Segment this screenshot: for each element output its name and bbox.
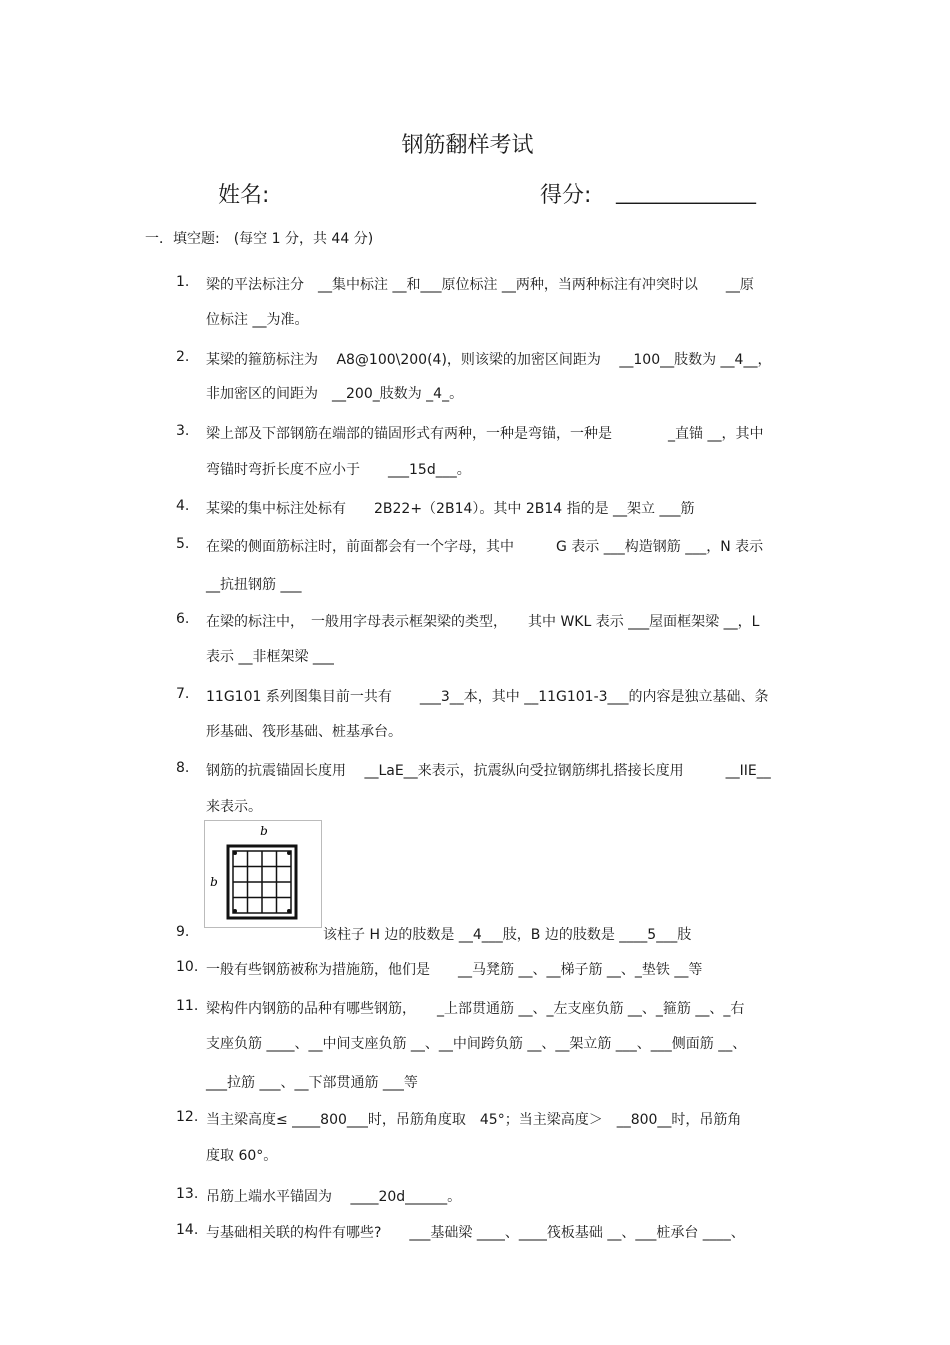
question-line: 在梁的标注中， 一般用字母表示框架梁的类型， 其中 WKL 表示 ___屋面框架梁 __，L — [206, 614, 760, 630]
question-line: 钢筋的抗震锚固长度用 __LaE__来表示，抗震纵向受拉钢筋绑扎搭接长度用 __IIE__ — [206, 763, 771, 779]
question-line: 度取 60°。 — [206, 1148, 278, 1164]
exam-title: 钢筋翻样考试 — [401, 133, 534, 158]
question-line: 位标注 __为准。 — [206, 312, 309, 328]
column-section-figure — [204, 820, 322, 928]
question-line: ___拉筋 ___、__下部贯通筋 ___等 — [206, 1075, 418, 1091]
question-number: 1. — [176, 274, 190, 290]
question-line: 支座负筋 ____、__中间支座负筋 __、__中间跨负筋 __、__架立筋 ___、___侧面筋 __、 — [206, 1036, 747, 1052]
question-line: 弯锚时弯折长度不应小于 ___15d___。 — [206, 462, 471, 478]
question-line: 一般有些钢筋被称为措施筋，他们是 __马凳筋 __、__梯子筋 __、_垫铁 __等 — [206, 962, 703, 978]
question-line: 某梁的集中标注处标有 2B22+（2B14）。其中 2B14 指的是 __架立 ___筋 — [206, 501, 695, 517]
question-line: __抗扭钢筋 ___ — [206, 577, 302, 593]
score-label: 得分: — [540, 183, 592, 208]
score-blank: ______________ — [616, 180, 756, 204]
question-line: 形基础、筏形基础、桩基承台。 — [206, 724, 402, 740]
question-number: 11. — [176, 998, 199, 1014]
question-number: 14. — [176, 1222, 199, 1238]
question-line: 该柱子 H 边的肢数是 __4___肢，B 边的肢数是 ____5___肢 — [323, 927, 692, 943]
question-line: 当主梁高度≤ ____800___时，吊筋角度取 45°；当主梁高度＞ __800__时，吊筋角 — [206, 1112, 742, 1128]
section-heading: 一．填空题: (每空 1 分，共 44 分) — [145, 231, 374, 247]
question-line: 吊筋上端水平锚固为 ____20d______。 — [206, 1189, 462, 1205]
question-line: 11G101 系列图集目前一共有 ___3__本，其中 __11G101-3___的内容是独立基础、条 — [206, 689, 769, 705]
question-line: 在梁的侧面筋标注时，前面都会有一个字母，其中 G 表示 ___构造钢筋 ___，N 表示 — [206, 539, 764, 555]
question-line: 梁构件内钢筋的品种有哪些钢筋， _上部贯通筋 __、_左支座负筋 __、_箍筋 __、_右 — [206, 1001, 745, 1017]
question-number: 2. — [176, 349, 190, 365]
question-line: 非加密区的间距为 __200_肢数为 _4_。 — [206, 386, 464, 402]
question-number: 10. — [176, 959, 199, 975]
question-line: 梁的平法标注分 __集中标注 __和___原位标注 __两种，当两种标注有冲突时以 __原 — [206, 277, 754, 293]
name-label: 姓名: — [218, 183, 270, 208]
figure-top-label: b — [260, 824, 268, 838]
question-number: 4. — [176, 498, 190, 514]
question-number: 6. — [176, 611, 190, 627]
question-number: 7. — [176, 686, 190, 702]
question-number: 5. — [176, 536, 190, 552]
question-line: 与基础相关联的构件有哪些? ___基础梁 ____、____筏板基础 __、___桩承台 ____、 — [206, 1225, 745, 1241]
question-number: 3. — [176, 423, 190, 439]
question-number: 13. — [176, 1186, 199, 1202]
question-line: 某梁的箍筋标注为 A8@100\200(4)，则该梁的加密区间距为 __100__肢数为 __4__， — [206, 352, 772, 368]
question-number: 8. — [176, 760, 190, 776]
question-line: 梁上部及下部钢筋在端部的锚固形式有两种，一种是弯锚，一种是 _直锚 __，其中 — [206, 426, 764, 442]
question-number: 12. — [176, 1109, 199, 1125]
question-line: 来表示。 — [206, 799, 262, 815]
question-number: 9. — [176, 924, 190, 940]
figure-side-label: b — [210, 875, 218, 889]
question-line: 表示 __非框架梁 ___ — [206, 649, 334, 665]
